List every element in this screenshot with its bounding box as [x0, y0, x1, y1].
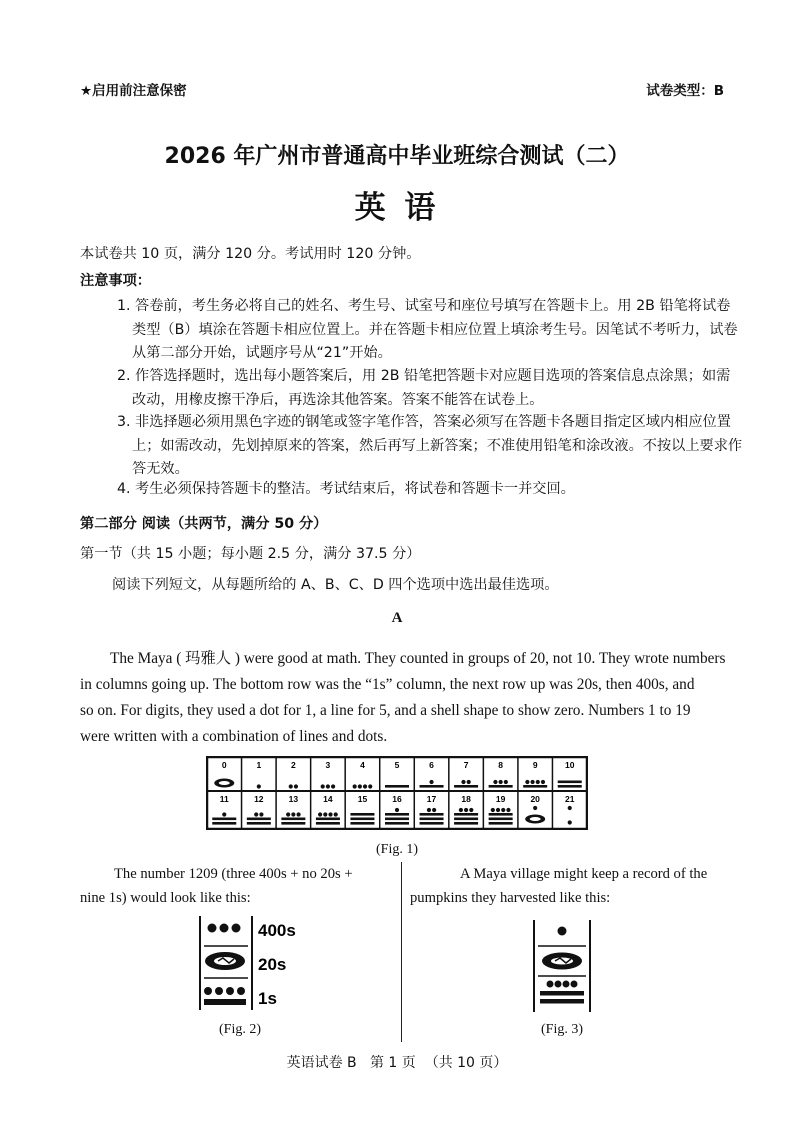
numeral-label: 21: [564, 794, 575, 804]
numeral-label: 12: [254, 794, 264, 804]
label-20s: 20s: [258, 955, 287, 974]
numeral-label: 19: [495, 794, 506, 804]
shell-zero-icon: [205, 952, 245, 970]
numeral-label: 15: [357, 794, 368, 804]
numeral-label: 9: [532, 760, 538, 770]
fig3-pumpkin-record: [530, 918, 594, 1014]
maya-numeral-table: [206, 756, 588, 830]
numeral-label: 17: [426, 794, 437, 804]
numeral-label: 8: [498, 760, 504, 770]
numeral-label: 3: [325, 760, 331, 770]
passage-label: A: [391, 610, 403, 626]
numeral-label: 18: [461, 794, 471, 804]
shell-zero-icon: [542, 953, 582, 970]
numeral-label: 13: [288, 794, 299, 804]
left-column-text: [80, 862, 395, 910]
numeral-label: 2: [290, 760, 296, 770]
notice-item: 3. 非选择题必须用黑色字迹的钢笔或签字笔作答，答案必须写在答题卡各题目指定区域内相应位置上；如需改动，先划掉原来的答案，然后再写上新答案；不准使用铅笔和涂改液。不按以上要求作答无效。: [117, 414, 743, 477]
notice-item: 1. 答卷前，考生务必将自己的姓名、考生号、试室号和座位号填写在答题卡上。用 2B 铅笔将试卷类型（B）填涂在答题卡相应位置上。并在答题卡相应位置上填涂考生号。因笔试不考听力，试卷从第二部分开始，试题序号从“21”开始。: [117, 298, 738, 361]
numeral-label: 6: [429, 760, 434, 770]
right-column-text: [410, 862, 730, 910]
notice-title: 注意事项：: [80, 273, 151, 289]
right-text-line: pumpkins they harvested like this:: [410, 890, 611, 906]
paper-type: 试卷类型：B: [646, 83, 724, 99]
numeral-label: 4: [360, 760, 365, 770]
left-text-line: nine 1s) would look like this:: [80, 890, 251, 906]
subject-title: 英 语: [354, 190, 440, 226]
passage-line: in columns going up. The bottom row was the “1s” column, the next row up was 20s, then 400s, and: [80, 676, 695, 693]
fig2-caption: (Fig. 2): [219, 1022, 261, 1037]
exam-intro: 本试卷共 10 页，满分 120 分。考试用时 120 分钟。: [80, 246, 421, 262]
numeral-label: 1: [256, 760, 262, 770]
dots-three: [208, 924, 241, 933]
fig1-caption: (Fig. 1): [376, 842, 418, 857]
exam-title: 2026 年广州市普通高中毕业班综合测试（二）: [164, 144, 630, 169]
dots-four-bar: [204, 987, 246, 1005]
numeral-label: 7: [463, 760, 469, 770]
fig2-number-1209: [196, 912, 296, 1012]
page-footer: 英语试卷 B 第 1 页 （共 10 页）: [286, 1055, 508, 1071]
label-1s: 1s: [258, 989, 277, 1008]
confidential-notice: ★启用前注意保密: [80, 83, 187, 99]
numeral-label: 16: [392, 794, 402, 804]
passage: [80, 646, 730, 750]
part-title: 第二部分 阅读（共两节，满分 50 分）: [80, 516, 328, 532]
right-text-line: A Maya village might keep a record of the: [460, 866, 708, 882]
fig3-caption: (Fig. 3): [541, 1022, 583, 1037]
label-400s: 400s: [258, 921, 296, 940]
passage-line: The Maya ( 玛雅人 ) were good at math. They counted in groups of 20, not 10. They wrote numbers: [110, 650, 726, 667]
column-divider: [401, 862, 402, 1042]
passage-line: were written with a combination of lines and dots.: [80, 728, 388, 745]
notice-item: 4. 考生必须保持答题卡的整洁。考试结束后，将试卷和答题卡一并交回。: [117, 481, 575, 497]
numeral-label: 11: [219, 794, 229, 804]
instruction: 阅读下列短文，从每题所给的 A、B、C、D 四个选项中选出最佳选项。: [112, 577, 559, 593]
numeral-label: 14: [323, 794, 333, 804]
numeral-label: 20: [530, 794, 540, 804]
dots-bars-thirteen: [540, 981, 584, 1004]
left-text-line: The number 1209 (three 400s + no 20s +: [114, 866, 353, 882]
notice-item: 2. 作答选择题时，选出每小题答案后，用 2B 铅笔把答题卡对应题目选项的答案信息点涂黑；如需改动，用橡皮擦干净后，再选涂其他答案。答案不能答在试卷上。: [117, 368, 731, 408]
section-title: 第一节（共 15 小题；每小题 2.5 分，满分 37.5 分）: [80, 546, 421, 562]
numeral-label: 0: [221, 760, 227, 770]
dot-one: [558, 927, 567, 936]
numeral-label: 10: [564, 760, 575, 770]
passage-line: so on. For digits, they used a dot for 1, a line for 5, and a shell shape to show zero. Numbers 1 to 19: [80, 702, 691, 719]
numeral-label: 5: [394, 760, 400, 770]
